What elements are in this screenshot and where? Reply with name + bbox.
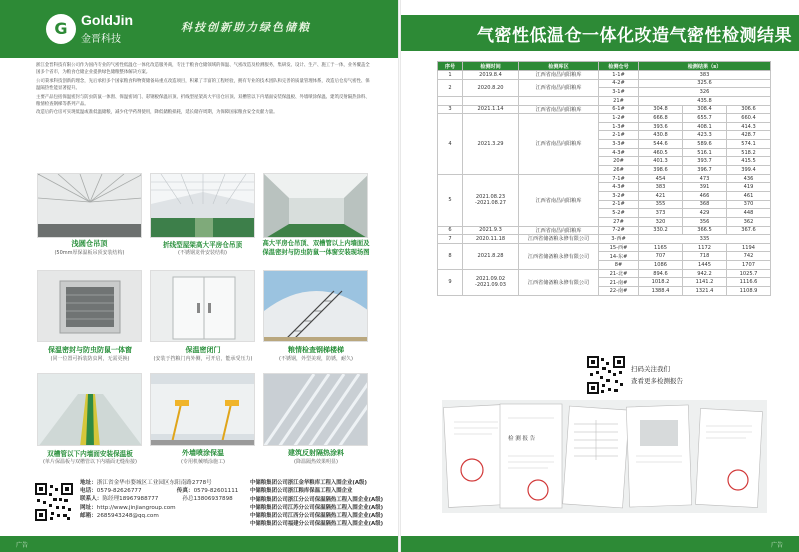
left-footer-label: 广告 [16,542,29,549]
caption-title: 浅圆仓吊顶 [71,239,108,248]
intro-paragraph: 主要产品包括保温密封与防虫防鼠一体窗、保温密闭门、彩钢板保温吊顶、折线型屋架高大平房仓吊顶、双槽管以下内墙面安装保温板、外墙喷涂保温、建筑反射隔热涂料、粮情检查钢梯等系列产品。 [36,94,370,108]
photo-inner-wall-panel [37,373,142,446]
caption-sub: (安装于挡粮门内外侧，可开启，能承受压力) [153,356,253,362]
qr-code-icon [586,355,626,395]
cell-bin: 5-2# [599,209,639,218]
right-footer-label: 广告 [770,542,783,549]
photo-caption [30,345,150,362]
contact-phone: 电话：0579-82626777 传真：0579-82601111 [80,488,239,495]
cell-result: 1141.2 [683,278,727,287]
cell-bin: 21-南# [599,278,639,287]
caption-sub: (不锈钢，外型美观，防锈，耐久) [279,356,353,362]
photo-caption [30,448,150,465]
cell-result: 707 [639,252,683,261]
cell-result: 368 [683,200,727,209]
table-body [438,71,771,296]
cell-bin: 3-3# [599,140,639,149]
cell-bin: 14-东# [599,252,639,261]
photo-caption [143,448,263,465]
cell-result: 1194 [727,243,771,252]
photo-silo-ceiling [37,173,142,238]
photo-caption [37,239,142,256]
cell-result: 942.2 [683,269,727,278]
caption-title: 折线型屋架高大平房仓吊顶 [162,241,243,249]
contact-info [80,479,238,520]
license-item: 中储粮集团公司浙江粮库保温工程入围企业 [250,488,353,495]
header-date: 检测时间 [463,62,519,71]
cell-result: 304.8 [639,105,683,114]
cell-result: 428.7 [727,131,771,140]
photo-caption [256,345,376,362]
cell-result: 396.7 [683,166,727,175]
cell-result: 435.8 [639,96,771,105]
cell-result: 516.1 [683,148,727,157]
test-results-table [437,61,771,296]
cell-result: 373 [639,209,683,218]
table-row [438,105,771,114]
cell-result: 1388.4 [639,287,683,296]
cell-bin: 2-1# [599,131,639,140]
cell-bin: 4-3# [599,183,639,192]
cell-result: 666.8 [639,114,683,123]
cell-result: 335 [639,235,771,244]
photo-caption [150,239,255,256]
caption-sub: (专用机械喷涂施工) [181,459,225,465]
table-row [438,71,771,80]
cell-result: 393.7 [683,157,727,166]
contact-person: 联系人：陈经理18967988777 孙总13806937898 [80,496,233,503]
cell-result: 1445 [683,261,727,270]
intro-paragraph: 浙江金晋科技有限公司作为国内专业的气密性低温仓一体化改造服务商，专注于粮食仓储领域的保温、气密改造及检测服务，集研发、设计、生产、施工于一体，业务覆盖全国多个省市，为粮食仓储企业提供绿色储粮整体解决方案。 [36,63,370,76]
photo-large-warehouse-site [263,173,368,238]
cell-bin: 4-2# [599,79,639,88]
table-row [438,269,771,278]
cell-bin: 7-1# [599,174,639,183]
cell-result: 454 [639,174,683,183]
cell-bin: 26# [599,166,639,175]
cell-date: 2021.08.23 -2021.08.27 [463,174,519,226]
license-list [250,479,383,529]
cell-result: 408.1 [683,122,727,131]
cell-result: 393.6 [639,122,683,131]
header-bin: 检测仓号 [599,62,639,71]
cell-result: 1165 [639,243,683,252]
cell-bin: 4-3# [599,148,639,157]
cell-site: 江西省南昌向阳粮库 [519,105,599,114]
cell-date [463,96,519,105]
cell-site: 江西省南昌向阳粮库 [519,79,599,96]
cell-result: 1108.9 [727,287,771,296]
cell-site: 江西省储备粮永修有限公司 [519,243,599,269]
cell-result: 399.4 [727,166,771,175]
header-site: 检测库区 [519,62,599,71]
cell-result: 574.1 [727,140,771,149]
cell-result: 589.6 [683,140,727,149]
cell-result: 660.4 [727,114,771,123]
cell-site: 江西省南昌向阳粮库 [519,71,599,80]
cell-bin: 6-1# [599,105,639,114]
license-item: 中储粮集团公司江西分公司保温隔热工程入围企业(A级) [250,513,384,520]
cell-bin: 1-3# [599,122,639,131]
table-row [438,79,771,88]
qr-prompt [631,363,683,387]
caption-sub: (50mm厚保温板吊顶安装结构) [54,250,125,256]
cell-result: 466 [683,191,727,200]
cell-result: 718 [683,252,727,261]
cell-result: 421 [639,191,683,200]
cell-result: 330.2 [639,226,683,235]
cell-result: 391 [683,183,727,192]
cell-result: 436 [727,174,771,183]
photo-caption [256,448,376,465]
table-row [438,96,771,105]
cell-no: 2 [438,79,463,96]
qr-prompt-line: 扫码关注我们 [631,365,670,373]
cell-result: 306.6 [727,105,771,114]
qr-code-icon [34,482,74,522]
photo-exterior-spray [150,373,255,446]
cell-bin: 21# [599,96,639,105]
cell-bin: 21-北# [599,269,639,278]
intro-paragraph: 改造后的仓房可实现低温或准低温储粮，减少化学药剂使用，降低储粮损耗，延长储存周期，为保障国家粮食安全贡献力量。 [36,110,278,116]
table-row [438,226,771,235]
cell-result: 326 [639,88,771,97]
cell-result: 1025.7 [727,269,771,278]
caption-sub: (不锈钢龙骨安装结构) [178,250,227,256]
cell-result: 366.5 [683,226,727,235]
cell-bin: 22-南# [599,287,639,296]
slogan: 科技创新助力绿色储粮 [181,21,311,34]
cell-site: 江西省南昌向阳粮库 [519,114,599,174]
cell-result: 383 [639,183,683,192]
page-title: 气密性低温仓一体化改造气密性检测结果 [477,26,792,46]
cell-result: 544.6 [639,140,683,149]
cell-result: 473 [683,174,727,183]
cell-result: 383 [639,71,771,80]
photo-reflective-coating [263,373,368,446]
cell-result: 429 [683,209,727,218]
test-report-documents [442,400,767,513]
cell-result: 461 [727,191,771,200]
cell-result: 398.6 [639,166,683,175]
contact-website[interactable]: 网址：http://www.jinjiangroup.com [80,504,176,511]
table-header [438,62,771,71]
cell-no: 5 [438,174,463,226]
cell-no: 4 [438,114,463,174]
brand-name-en: GoldJin [81,12,134,28]
cell-bin: 3-2# [599,191,639,200]
cell-result: 1321.4 [683,287,727,296]
brand-name-cn: 金晋科技 [81,34,121,45]
cell-result: 1172 [683,243,727,252]
cell-result: 423.3 [683,131,727,140]
cell-date: 2021.3.29 [463,114,519,174]
photo-steel-stairs [263,270,368,342]
goldjin-logo-icon: G [46,14,76,44]
cell-result: 1707 [727,261,771,270]
cell-bin: 2-1# [599,200,639,209]
cell-result: 419 [727,183,771,192]
caption-title: 双槽管以下内墙面安装保温板 [47,450,133,458]
cell-result: 356 [683,217,727,226]
caption-title: 保温密闭门 [185,346,221,354]
caption-title-line: 高大平房仓吊顶、双槽管以上内墙面及 [262,240,370,247]
photo-insulated-window [37,270,142,342]
caption-sub: (降温隔热效果明显) [294,459,338,465]
cell-bin: 15-西# [599,243,639,252]
cell-date: 2020.11.18 [463,235,519,244]
license-item: 中储粮集团公司福建分公司保温隔热工程入围企业(A级) [250,521,384,528]
cell-date: 2019.8.4 [463,71,519,80]
cell-result: 415.5 [727,157,771,166]
cell-date: 2021.09.02 -2021.09.03 [463,269,519,295]
cell-result: 414.3 [727,122,771,131]
cell-site: 江西省南昌向阳粮库 [519,226,599,235]
cell-result: 367.6 [727,226,771,235]
cell-site: 江西省南昌向阳粮库 [519,174,599,226]
cell-result: 308.4 [683,105,727,114]
intro-paragraph: 公司秉承科技创新的理念，先后承担多个国家粮食和物资储备局重点改造项目，积累了丰富的工程经验，拥有专业的技术团队和完善的质量管理体系，改造后仓房气密性、保温隔热性能显著提升。 [36,78,370,92]
cell-result: 401.3 [639,157,683,166]
cell-no: 6 [438,226,463,235]
cell-bin: 7-2# [599,226,639,235]
caption-sub: (单片保温板与双槽管以下内墙面无缝衔接) [43,459,137,465]
cell-result: 325.6 [639,79,771,88]
cell-bin: 8# [599,261,639,270]
cell-no: 9 [438,269,463,295]
photo-caption [260,239,372,257]
cell-no: 3 [438,105,463,114]
caption-sub: (同一位置可拆装防虫网，无需更换) [50,356,130,362]
page-fold [398,0,401,552]
header-no: 序号 [438,62,463,71]
cell-date: 2020.8.20 [463,79,519,96]
table-row [438,174,771,183]
cell-result: 362 [727,217,771,226]
cell-site: 江西省储备粮永修有限公司 [519,269,599,295]
caption-title: 保温密封与防虫防鼠一体窗 [48,346,132,354]
cell-result: 448 [727,209,771,218]
photo-folded-roof-ceiling [150,173,255,238]
cell-result: 370 [727,200,771,209]
cell-result: 655.7 [683,114,727,123]
cell-bin: 1-2# [599,114,639,123]
photo-sealed-door [150,270,255,342]
cell-bin: 3-1# [599,88,639,97]
cell-result: 430.8 [639,131,683,140]
cell-site [519,96,599,105]
cell-result: 460.5 [639,148,683,157]
cell-bin: 3-西# [599,235,639,244]
header-result: 检测结果（s） [639,62,771,71]
table-row [438,235,771,244]
cell-no: 7 [438,235,463,244]
cell-no: 8 [438,243,463,269]
cell-result: 894.6 [639,269,683,278]
caption-title-line: 保温密封与防虫防鼠一体窗安装现场图 [262,249,370,256]
photo-caption [143,345,263,362]
cell-result: 1116.6 [727,278,771,287]
table-row [438,114,771,123]
cell-bin: 20# [599,157,639,166]
left-footer-bar [0,536,398,552]
cell-result: 518.2 [727,148,771,157]
cell-bin: 1-1# [599,71,639,80]
caption-title: 粮情检查钢梯楼梯 [288,346,344,354]
cell-no [438,96,463,105]
cell-date: 2021.1.14 [463,105,519,114]
right-footer-bar [401,536,799,552]
qr-prompt-line: 查看更多检测报告 [631,377,683,385]
cell-result: 1086 [639,261,683,270]
cell-site: 江西省储备粮永修有限公司 [519,235,599,244]
license-item: 中储粮集团公司江苏分公司保温隔热工程入围企业(A级) [250,504,384,511]
contact-email[interactable]: 邮箱：2685943248@qq.com [80,512,159,519]
license-item: 中储粮集团公司浙江分公司保温隔热工程入围企业(A级) [250,496,384,503]
cell-no: 1 [438,71,463,80]
doc-label: 检 测 报 告 [508,436,536,442]
cell-result: 320 [639,217,683,226]
cell-date: 2021.8.28 [463,243,519,269]
cell-result: 742 [727,252,771,261]
cell-date: 2021.9.3 [463,226,519,235]
caption-title: 外墙喷涂保温 [182,449,224,457]
license-item: 中储粮集团公司浙江金华粮库工程入围企业(A级) [250,480,367,486]
cell-bin: 27# [599,217,639,226]
contact-address: 地址：浙江省金华市婺城区工业园区东阳南路2778号 [80,480,212,486]
caption-title: 建筑反射隔热涂料 [288,449,344,457]
cell-result: 1018.2 [639,278,683,287]
table-row [438,243,771,252]
cell-result: 355 [639,200,683,209]
